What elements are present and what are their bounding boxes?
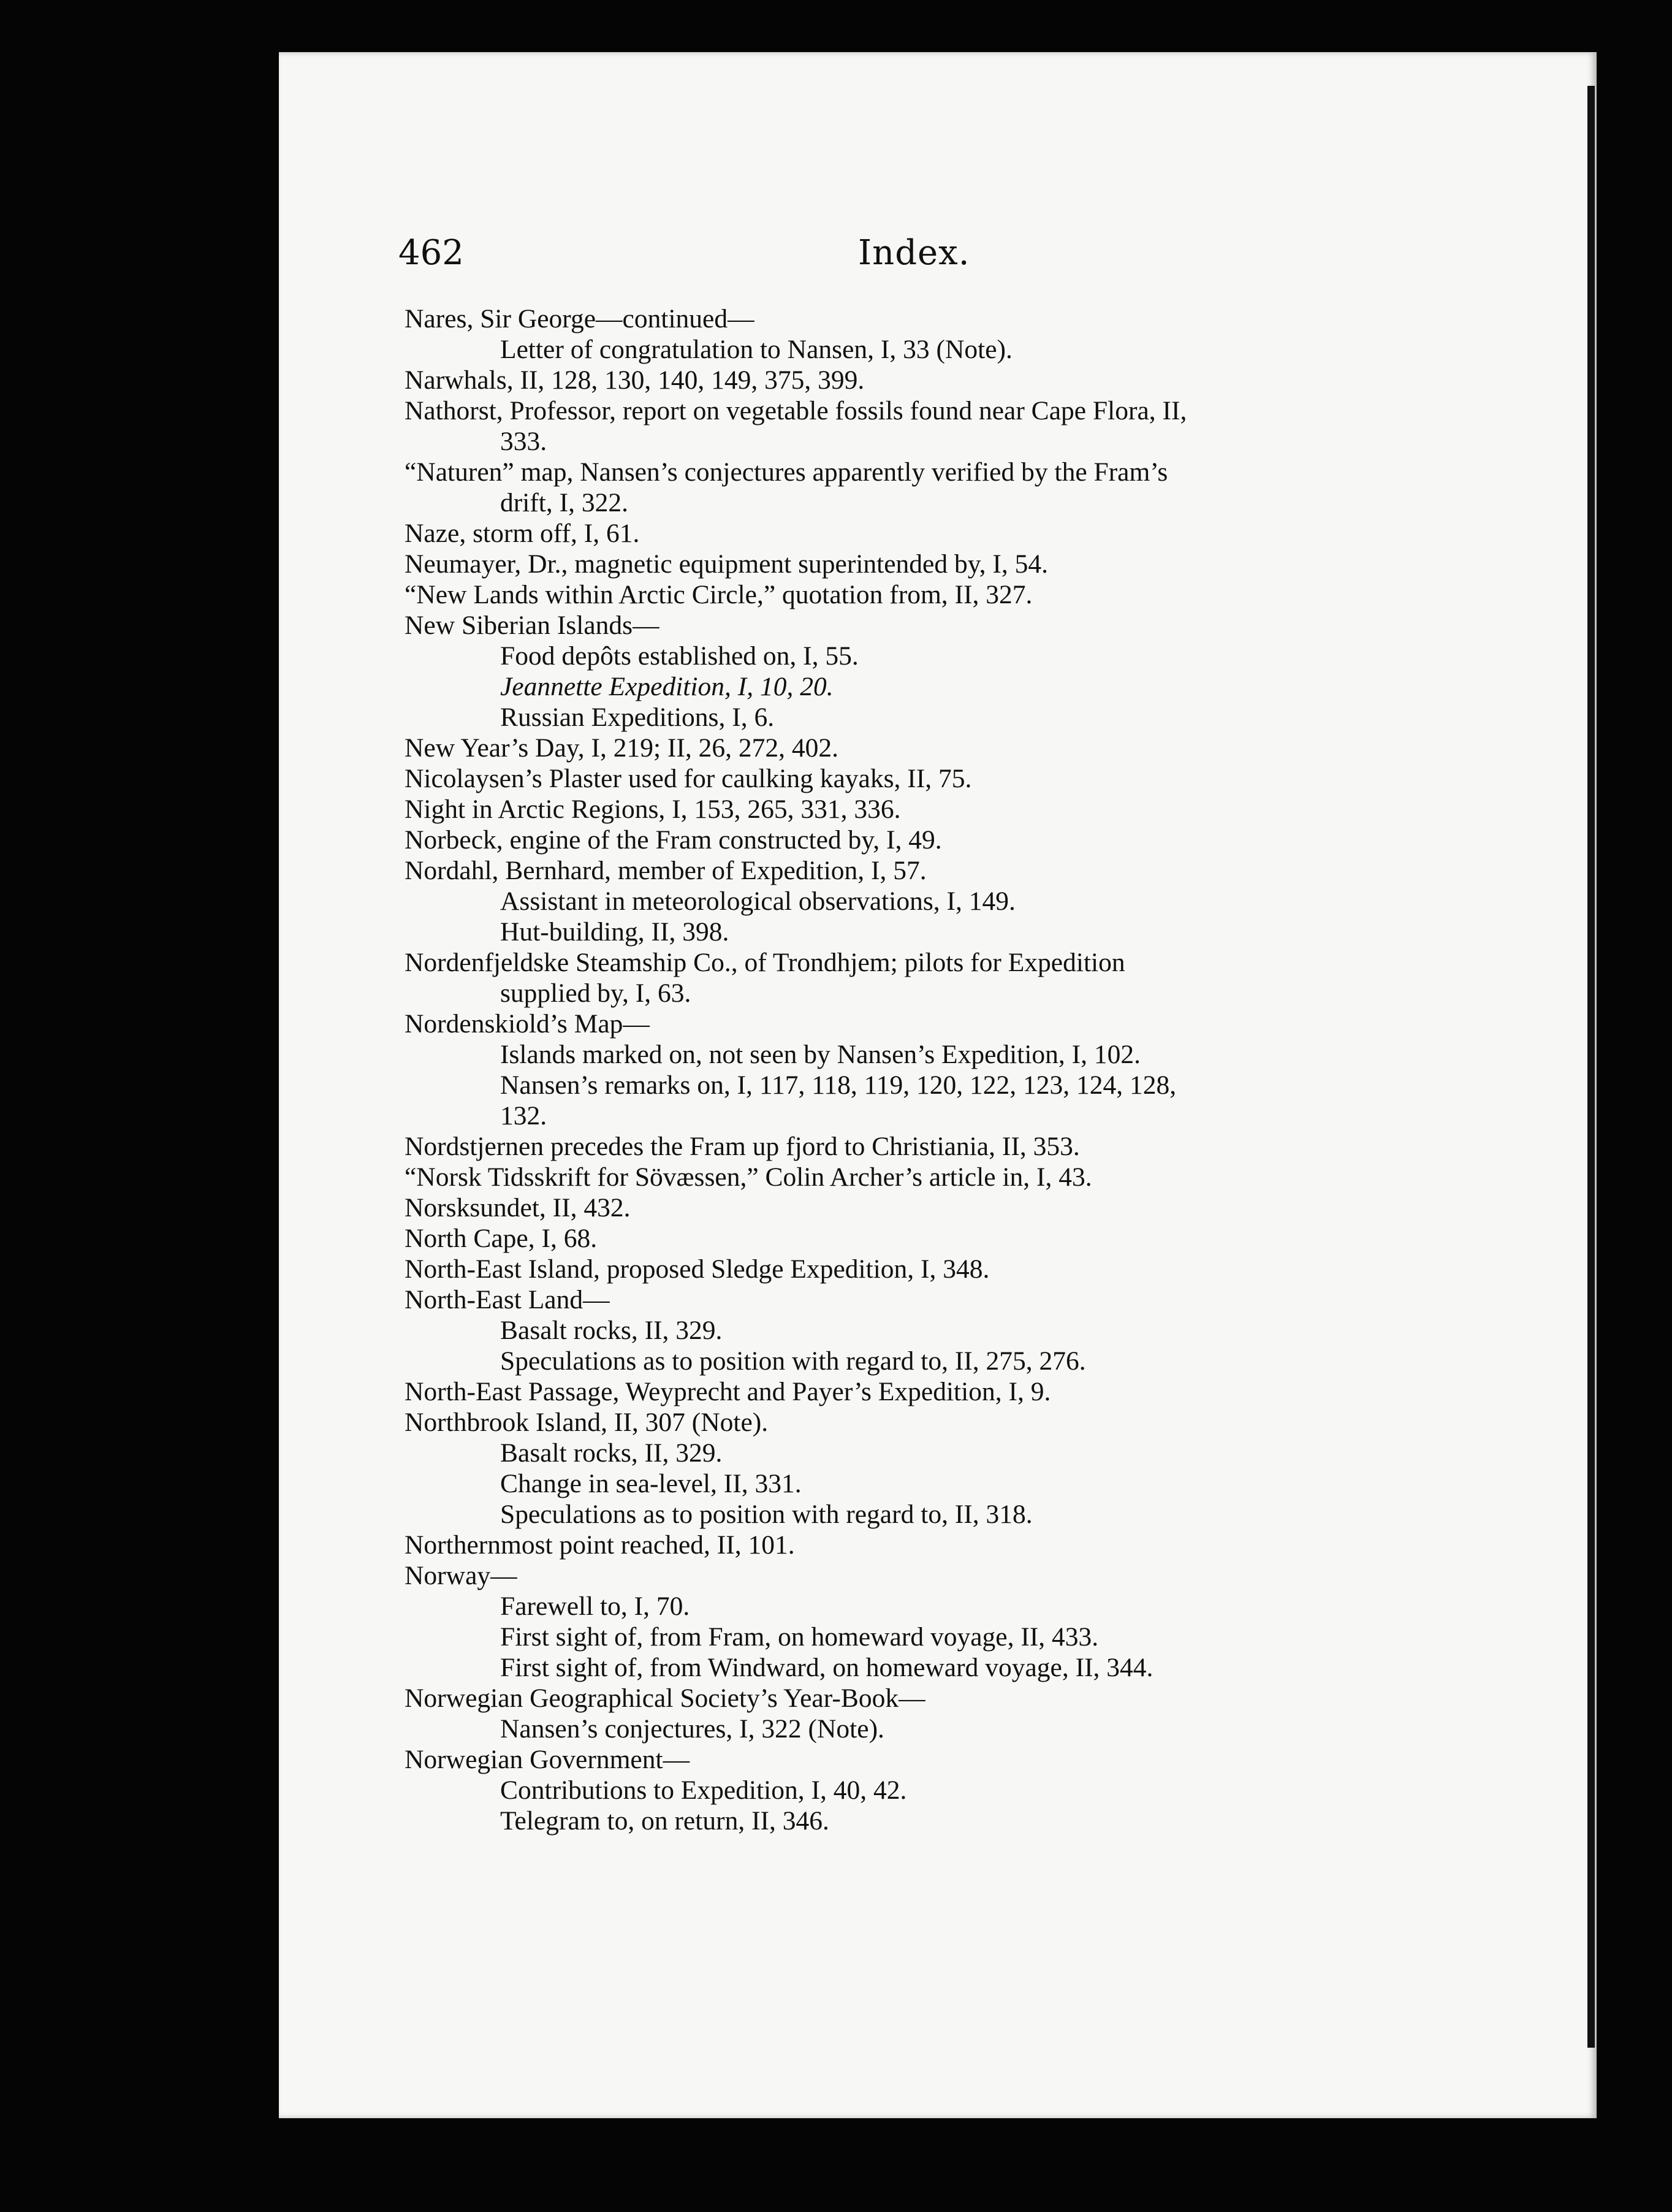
index-entry: Nathorst, Professor, report on vegetable fossils found near Cape Flora, II, [405,396,1187,425]
index-entry: Naze, storm off, I, 61. [405,519,640,548]
index-subentry: Nansen’s remarks on, I, 117, 118, 119, 120, 122, 123, 124, 128, [500,1070,1177,1100]
index-entry: Night in Arctic Regions, I, 153, 265, 331, 336. [405,795,901,824]
index-subentry: Change in sea-level, II, 331. [500,1469,802,1498]
index-heading: North-East Land— [405,1285,610,1314]
index-subentry: Food depôts established on, I, 55. [500,641,859,671]
page-header [398,233,1011,282]
index-subentry: Assistant in meteorological observations, I, 149. [500,887,1016,916]
index-entry: Norbeck, engine of the Fram constructed by, I, 49. [405,825,942,855]
index-subentry: Farewell to, I, 70. [500,1592,690,1621]
page-edge-shadow [1587,86,1595,2048]
index-continuation: 132. [500,1101,547,1131]
index-continuation: supplied by, I, 63. [500,978,691,1008]
index-heading: Nares, Sir George—continued— [405,304,754,334]
index-subentry: Hut-building, II, 398. [500,917,729,947]
index-entry: North-East Island, proposed Sledge Expedition, I, 348. [405,1254,990,1284]
index-subentry: Speculations as to position with regard to, II, 275, 276. [500,1346,1086,1376]
index-entry: Nicolaysen’s Plaster used for caulking kayaks, II, 75. [405,764,972,793]
index-subentry: Basalt rocks, II, 329. [500,1316,723,1345]
index-entry: Nordstjernen precedes the Fram up fjord to Christiania, II, 353. [405,1132,1080,1161]
index-entry: “New Lands within Arctic Circle,” quotation from, II, 327. [405,580,1033,609]
index-heading: Norwegian Government— [405,1745,690,1774]
index-subentry: Islands marked on, not seen by Nansen’s Expedition, I, 102. [500,1040,1141,1069]
index-subentry: First sight of, from Windward, on homeward voyage, II, 344. [500,1653,1153,1682]
page-number: 462 [398,233,464,273]
index-heading: Norway— [405,1561,517,1590]
index-entry: Norsksundet, II, 432. [405,1193,631,1222]
index-entry: Northbrook Island, II, 307 (Note). [405,1408,769,1437]
index-entry: North-East Passage, Weyprecht and Payer’s Expedition, I, 9. [405,1377,1051,1406]
index-subentry: Russian Expeditions, I, 6. [500,703,775,732]
index-entries [405,303,1410,1836]
index-entry: North Cape, I, 68. [405,1224,598,1253]
index-continuation: drift, I, 322. [500,488,629,517]
index-entry: Nordenfjeldske Steamship Co., of Trondhjem; pilots for Expedition [405,948,1125,977]
index-entry: Neumayer, Dr., magnetic equipment superintended by, I, 54. [405,549,1049,579]
index-entry: “Norsk Tidsskrift for Sövæssen,” Colin Archer’s article in, I, 43. [405,1162,1092,1192]
index-entry: “Naturen” map, Nansen’s conjectures apparently verified by the Fram’s [405,457,1168,487]
index-subentry: Nansen’s conjectures, I, 322 (Note). [500,1714,884,1744]
index-subentry: Basalt rocks, II, 329. [500,1438,723,1468]
index-entry: Nordahl, Bernhard, member of Expedition, I, 57. [405,856,927,885]
index-subentry: Letter of congratulation to Nansen, I, 33 (Note). [500,335,1013,364]
index-entry: New Year’s Day, I, 219; II, 26, 272, 402. [405,733,839,763]
running-title: Index. [858,233,970,273]
index-heading: Norwegian Geographical Society’s Year-Book— [405,1684,925,1713]
index-subentry: Jeannette Expedition, I, 10, 20. [500,672,834,701]
index-subentry: Contributions to Expedition, I, 40, 42. [500,1775,907,1805]
index-entry: Northernmost point reached, II, 101. [405,1530,795,1560]
index-subentry: First sight of, from Fram, on homeward voyage, II, 433. [500,1622,1099,1652]
index-continuation: 333. [500,427,547,456]
index-subentry: Speculations as to position with regard to, II, 318. [500,1500,1033,1529]
index-heading: Nordenskiold’s Map— [405,1009,650,1039]
index-subentry: Telegram to, on return, II, 346. [500,1806,829,1836]
index-heading: New Siberian Islands— [405,611,659,640]
index-entry: Narwhals, II, 128, 130, 140, 149, 375, 399. [405,365,865,395]
